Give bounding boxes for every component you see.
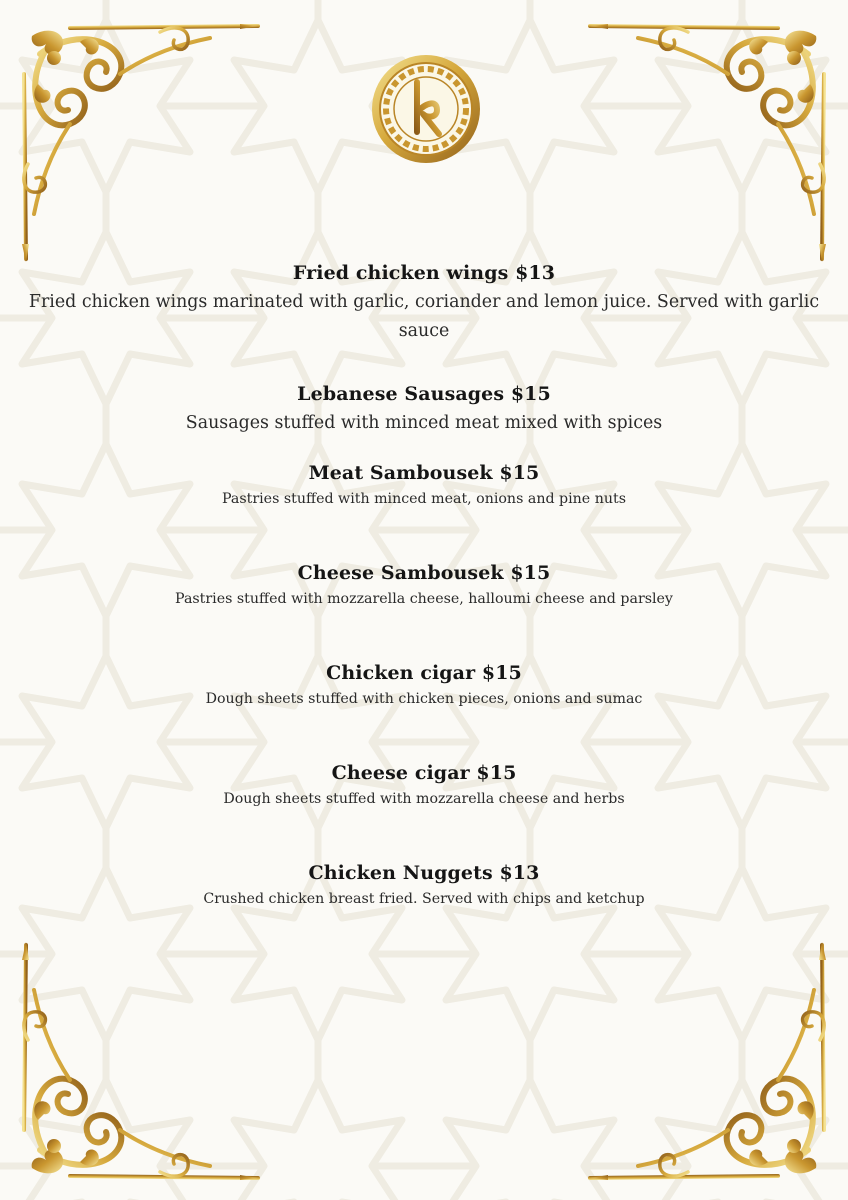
menu-item bbox=[0, 858, 848, 910]
corner-ornament-top-right bbox=[588, 14, 838, 274]
menu-item bbox=[0, 258, 848, 346]
menu-item-description: Sausages stuffed with minced meat mixed with spices bbox=[185, 413, 663, 433]
menu-item-title: Chicken Nuggets $13 bbox=[308, 862, 540, 884]
corner-ornament-top-left bbox=[10, 14, 260, 274]
menu-item-description: Dough sheets stuffed with mozzarella cheese and herbs bbox=[223, 791, 625, 807]
menu-item bbox=[0, 558, 848, 610]
menu-list bbox=[0, 258, 848, 910]
menu-item-title: Cheese Sambousek $15 bbox=[297, 562, 551, 584]
corner-ornament-bottom-left bbox=[10, 930, 260, 1190]
corner-ornament-bottom-right bbox=[588, 930, 838, 1190]
menu-item-description: Crushed chicken breast fried. Served with chips and ketchup bbox=[203, 891, 645, 907]
menu-item-title: Lebanese Sausages $15 bbox=[297, 383, 551, 405]
menu-item bbox=[0, 758, 848, 810]
menu-item-description: Dough sheets stuffed with chicken pieces, onions and sumac bbox=[205, 691, 643, 707]
menu-item-title: Fried chicken wings $13 bbox=[292, 262, 556, 284]
menu-item bbox=[0, 458, 848, 510]
menu-item-title: Meat Sambousek $15 bbox=[308, 462, 540, 484]
menu-item bbox=[0, 379, 848, 438]
restaurant-logo bbox=[369, 52, 483, 166]
menu-item-title: Chicken cigar $15 bbox=[326, 662, 522, 684]
menu-item-description: Pastries stuffed with mozzarella cheese, halloumi cheese and parsley bbox=[175, 591, 673, 607]
menu-item bbox=[0, 658, 848, 710]
menu-item-description: Pastries stuffed with minced meat, onions and pine nuts bbox=[222, 491, 626, 507]
menu-item-title: Cheese cigar $15 bbox=[331, 762, 517, 784]
menu-item-description: Fried chicken wings marinated with garlic, coriander and lemon juice. Served with garlic sauce bbox=[28, 292, 820, 341]
